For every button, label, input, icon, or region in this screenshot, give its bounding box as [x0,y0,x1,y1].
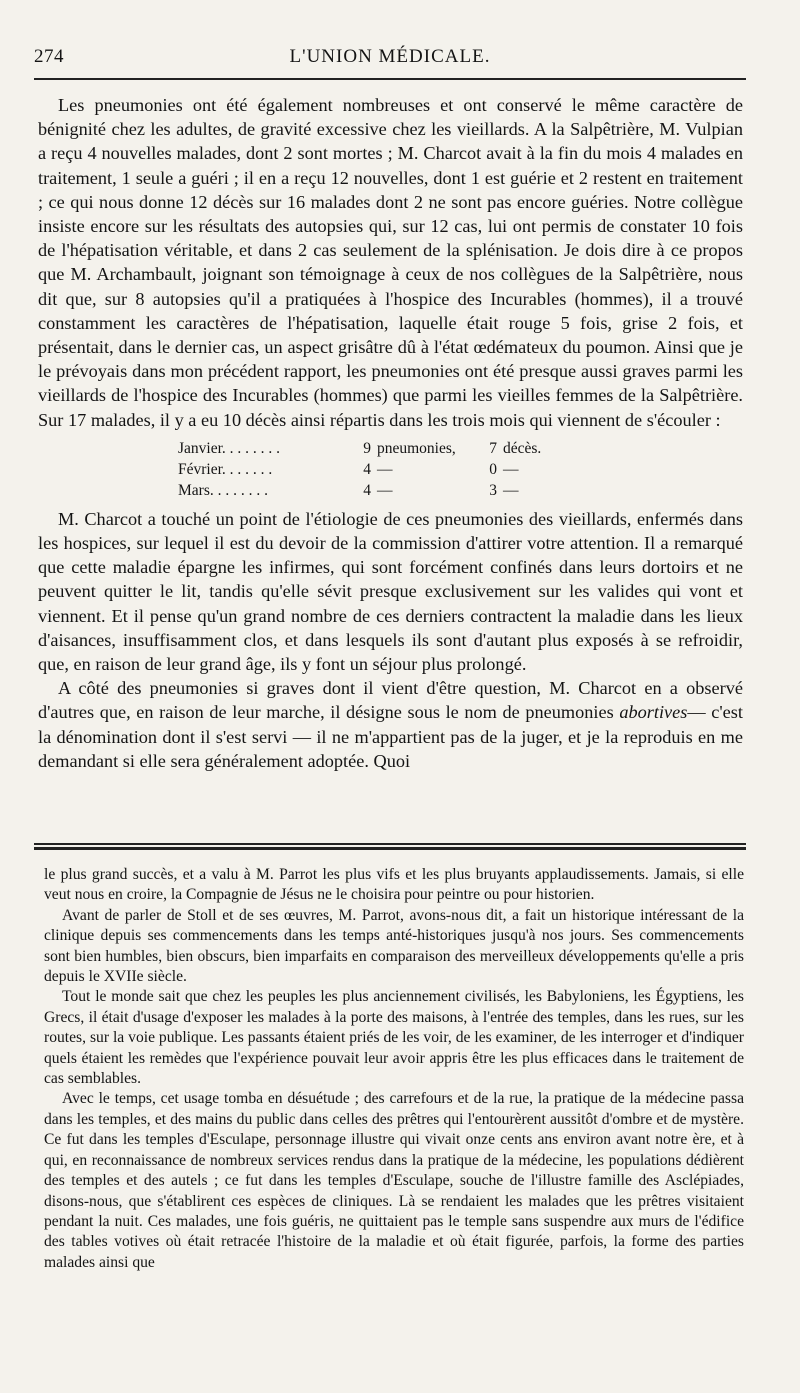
running-title: L'UNION MÉDICALE. [289,46,491,67]
abortives-text-start: A côté des pneumonies si graves dont il vient d'être question, M. Charcot en a observé d'autres que, en raison de leur marche, il désigne sous le nom de pneumonies [38,678,743,723]
pneumonies-label: — [377,481,393,499]
header-rule [34,78,746,80]
feuilleton-paragraph: le plus grand succès, et a valu à M. Parrot les plus vifs et les plus bruyants applaudissements. Jamais, si elle veut nous en croire, la Compagnie de Jésus ne le choisira pour peintre ou pour historien. [44,866,744,904]
feuilleton-divider [34,843,746,850]
feuilleton-paragraph: Tout le monde sait que chez les peuples les plus anciennement civilisés, les Babyloniens, les Égyptiens, les Grecs, il était d'usage d'exposer les malades à la porte des maisons, à l'entrée des temples, dans les rues, sur les routes, sur la voie publique. Les passants étaient priés de les voir, de les examiner, de les interroger et d'indiquer quels étaient les remèdes que l'expérience pouvait leur avoir appris être les plus efficaces dans le traitement de cas semblables. [44,988,744,1088]
table-row [178,438,547,459]
page-number: 274 [34,46,64,67]
paragraph-pneumonies: Les pneumonies ont été également nombreuses et ont conservé le même caractère de bénignité chez les adultes, de gravité excessive chez les vieillards. A la Salpêtrière, M. Vulpian a reçu 4 nouvelles malades, dont 2 sont mortes ; M. Charcot avait à la fin du mois 4 malades en traitement, 1 seule a guéri ; il en a reçu 12 nouvelles, dont 1 est guérie et 2 restent en traitement ; ce qui nous donne 12 décès sur 16 malades dont 2 ne sont pas encore guéries. Notre collègue insiste encore sur les résultats des autopsies qui, sur 12 cas, lui ont permis de constater 10 fois de l'hépatisation véritable, et dans 2 cas seulement de la splénisation. Je dois dire à ce propos que M. Archambault, joignant son témoignage à ceux de nos collègues de la Salpêtrière, nous dit que, sur 8 autopsies qu'il a pratiquées à l'hospice des Incurables (hommes), il a trouvé constamment les caractères de l'hépatisation, laquelle était rouge 5 fois, grise 2 fois, et présentait, dans le dernier cas, un aspect grisâtre dû à l'état œdémateux du poumon. Ainsi que je le prévoyais dans mon précédent rapport, les pneumonies ont été presque aussi graves parmi les vieillards de l'hospice des Incurables (hommes) que parmi les vieilles femmes de la Salpêtrière. Sur 17 malades, il y a eu 10 décès ainsi répartis dans les trois mois qui viennent de s'écouler : [38,95,743,430]
feuilleton-text [44,865,744,1273]
pneumonies-count: 4 [363,460,371,478]
pneumonies-count: 9 [363,439,371,457]
feuilleton-paragraph: Avec le temps, cet usage tomba en désuétude ; des carrefours et de la rue, la pratique de la médecine passa dans les temples, et des mains du public dans celles des prêtres qui l'entourèrent aussitôt d'ombre et de mystère. Ce fut dans les temples d'Esculape, personnage illustre qui vivait onze cents ans environ avant notre ère, et à qui, en reconnaissance de nombreux services rendus dans la pratique de la médecine, les populations dédièrent des temples et des autels ; ce fut dans les temples d'Esculape, souche de l'illustre famille des Asclépiades, disons-nous, que s'établirent ces espèces de cliniques. Là se rendaient les malades que les prêtres visitaient pendant la nuit. Ces malades, une fois guéris, ne quittaient pas le temple sans suspendre aux murs de l'édifice des tables votives où était retracée l'histoire de la maladie et où était figurée, parfois, la forme des parties malades ainsi que [44,1090,744,1271]
deces-count: 3 [489,481,497,499]
deces-label: — [503,460,519,478]
feuilleton-paragraph: Avant de parler de Stoll et de ses œuvres, M. Parrot, avons-nous dit, a fait un historique intéressant de la clinique depuis ses commencements dans les temps anté-historiques jusqu'à nos jours. Ses commencements sont bien humbles, bien obscurs, bien imparfaits en comparaison des merveilleux développements qu'elle a pris depuis le XVIIe siècle. [44,906,744,986]
deces-label: — [503,481,519,499]
page-header [34,46,746,80]
pneumonia-stats-table [178,438,547,501]
table-row [178,480,547,501]
pneumonies-label: — [377,460,393,478]
abortives-text-end: — c'est la dénomination dont il s'est servi — il ne m'appartient pas de la juger, et je la reproduis en me demandant si elle sera généralement adoptée. Quoi [38,702,743,771]
paragraph-etiologie: M. Charcot a touché un point de l'étiologie de ces pneumonies des vieillards, enfermés dans les hospices, sur lequel il est du devoir de la commission d'attirer votre attention. Il a remarqué que cette maladie épargne les infirmes, qui sont forcément confinés dans leurs dortoirs et ne peuvent quitter le lit, tandis qu'elle sévit presque exclusivement sur les valides qui vont et viennent. Et il pense qu'un grand nombre de ces derniers contractent la maladie dans les lieux d'aisances, insuffisamment clos, et dans lesquels ils sont d'autant plus exposés à se refroidir, que, en raison de leur grand âge, ils y font un séjour plus prolongé. [38,508,743,675]
month-cell: Janvier. . . . . . . . [178,439,281,457]
deces-count: 7 [489,439,497,457]
table-row [178,459,547,480]
pneumonies-label: pneumonies, [377,439,456,457]
deces-count: 0 [489,460,497,478]
pneumonies-count: 4 [363,481,371,499]
month-cell: Mars. . . . . . . . [178,481,268,499]
deces-label: décès. [503,439,542,457]
paragraph-abortives [38,676,743,773]
main-text [38,93,743,773]
abortives-term: abortives [619,702,688,723]
month-cell: Février. . . . . . . [178,460,273,478]
